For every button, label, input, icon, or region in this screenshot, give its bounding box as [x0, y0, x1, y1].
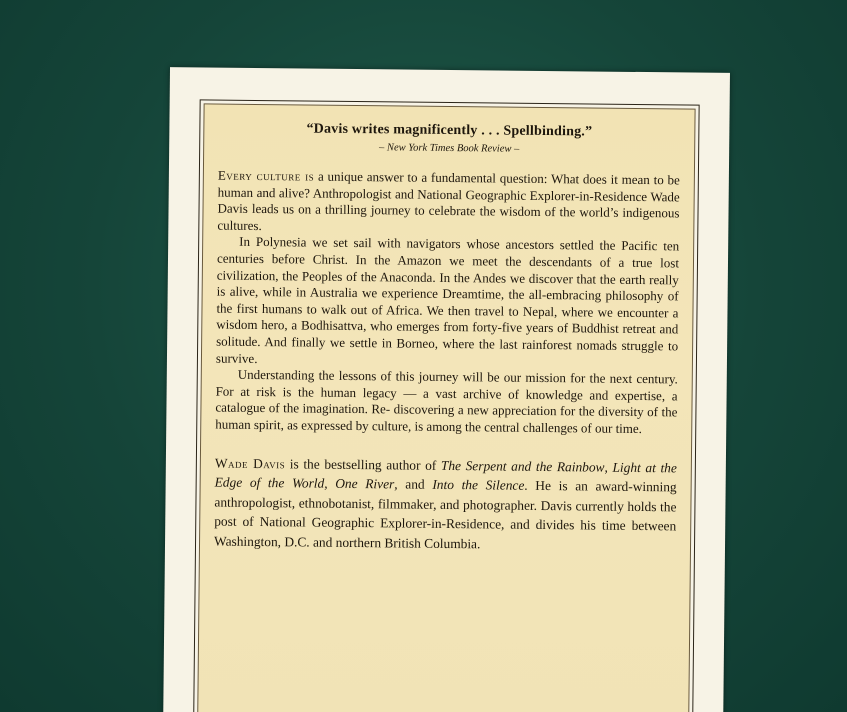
book-title: Into the Silence — [432, 476, 525, 493]
book-title: The Serpent and the Rainbow — [440, 457, 605, 475]
book-title: Light at the Edge of the World — [214, 459, 677, 491]
cover-frame — [193, 99, 700, 712]
author-bio — [214, 453, 677, 555]
book-back-cover — [163, 67, 730, 712]
text-panel — [197, 103, 696, 712]
paragraph-text: a unique answer to a fundamental question: What does it mean to be human and alive? Anthropologist and National Geographic Explorer-in-Residence Wade Davis leads us on a thrilling journey to celebrate the wisdom of the world’s indigenous cultures. — [217, 168, 680, 233]
description-paragraph-3: Understanding the lessons of this journey will be our mission for the next century. For at risk is the human legacy — a vast archive of knowledge and expertise, a catalogue of the imagination. Re- discovering a new appreciation for the diversity of the human spirit, as expressed by culture, is among the central challenges of our time. — [215, 366, 678, 436]
description-paragraph-1 — [217, 168, 680, 239]
paragraph-lead-in: Every culture is — [217, 167, 315, 184]
book-title: One River — [335, 475, 395, 492]
bio-text: , and — [394, 476, 433, 492]
book-description — [215, 168, 680, 438]
author-name: Wade Davis — [214, 455, 286, 471]
review-source: – New York Times Book Review – — [379, 142, 520, 155]
bio-text: , — [324, 475, 336, 491]
review-quote: “Davis writes magnificently . . . Spellbinding.” — [306, 121, 593, 140]
bio-text: . He is an award-winning anthropologist, ethnobotanist, filmmaker, and photographer. Davis currently holds the post of National Geographic Explorer-in-Residence, and divides his time between Washington, D.C. and northern British Columbia. — [213, 477, 677, 551]
bio-text: , — [604, 459, 613, 475]
bio-text: is the bestselling author of — [285, 455, 442, 473]
description-paragraph-2: In Polynesia we set sail with navigators whose ancestors settled the Pacific ten centuries before Christ. In the Amazon we meet the descendants of a true lost civilization, the Peoples of the Anaconda. In the Andes we discover that the earth really is alive, while in Australia we experience Dreamtime, the all-embracing philosophy of the first humans to walk out of Africa. We then travel to Nepal, where we encounter a wisdom hero, a Bodhisattva, who emerges from forty-five years of Buddhist retreat and solitude. And finally we settle in Borneo, where the last rainforest nomads struggle to survive. — [215, 234, 680, 366]
